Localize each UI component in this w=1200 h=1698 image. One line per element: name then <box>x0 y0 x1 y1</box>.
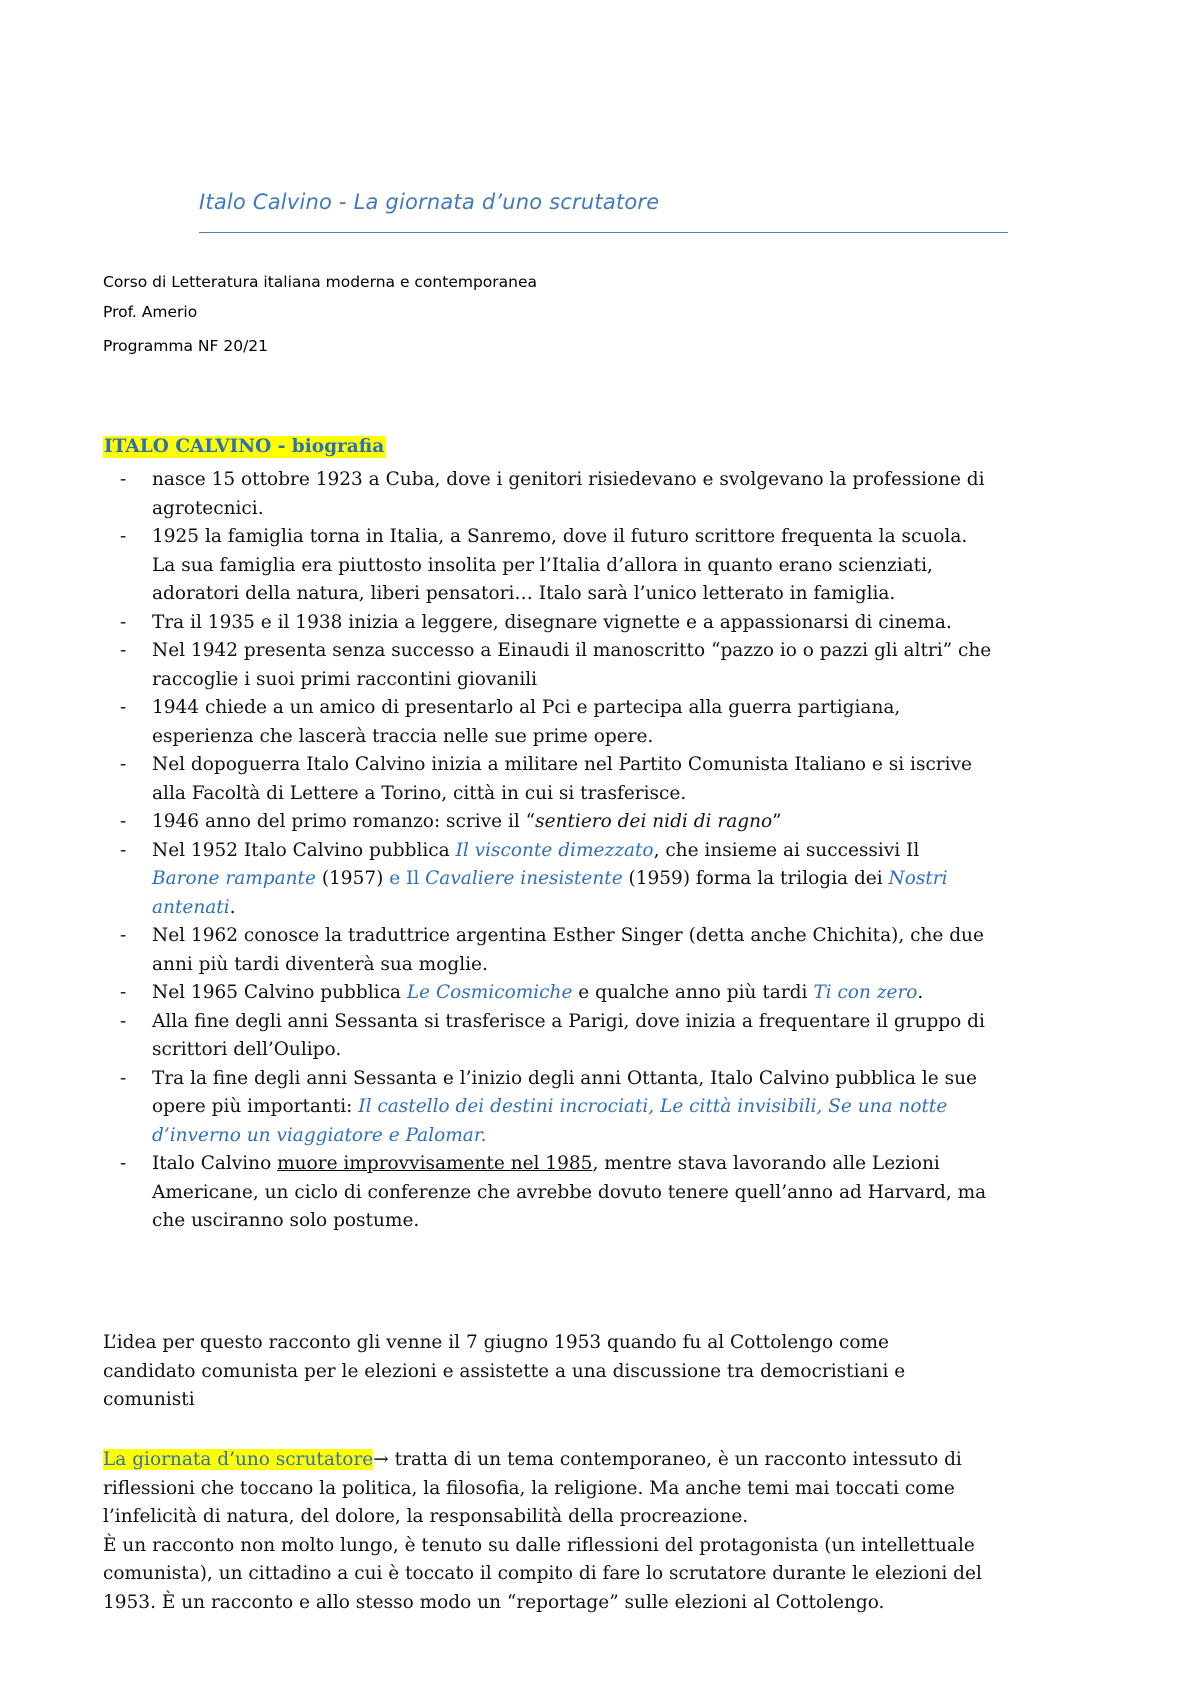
para-line: 1953. È un racconto e allo stesso modo un “reportage” sulle elezioni al Cottolengo. <box>103 1591 885 1613</box>
text-span: ” <box>772 811 782 832</box>
text-span: opere più importanti: <box>152 1096 359 1117</box>
book-title: antenati <box>152 896 230 918</box>
bullet-dash: - <box>120 469 127 490</box>
para-line: candidato comunista per le elezioni e assistette a una discussione tra democristiani e <box>103 1360 906 1382</box>
bullet-dash: - <box>120 640 127 661</box>
book-title: Nostri <box>888 868 948 889</box>
para-line: comunista), un cittadino a cui è toccato il compito di fare lo scrutatore durante le elezioni del <box>103 1563 982 1584</box>
underlined-text: muore improvvisamente nel 1985 <box>277 1153 593 1174</box>
text-span: Italo Calvino <box>152 1153 278 1174</box>
book-title: Cavaliere inesistente <box>425 868 623 889</box>
text-span: (1959) forma la trilogia dei <box>622 868 889 889</box>
bio-line: Americane, un ciclo di conferenze che avrebbe dovuto tenere quell’anno ad Harvard, ma <box>152 1181 987 1203</box>
bio-line: Nel 1962 conosce la traduttrice argentina Esther Singer (detta anche Chichita), che due <box>152 925 984 946</box>
para-line: l’infelicità di natura, del dolore, la responsabilità della procreazione. <box>103 1506 749 1527</box>
highlighted-title: La giornata d’uno scrutatore <box>103 1449 374 1470</box>
bio-line <box>152 979 1103 1008</box>
bio-item-1965 <box>103 979 1103 1008</box>
bio-item-1925 <box>103 523 1103 609</box>
course-name: Corso di Letteratura italiana moderna e contemporanea <box>103 273 537 291</box>
biography-list <box>103 466 1103 1236</box>
bullet-dash: - <box>120 611 127 633</box>
document-title: Italo Calvino - La giornata d’uno scrutatore <box>199 190 660 214</box>
text-span: Nel 1965 Calvino pubblica <box>152 982 407 1003</box>
bullet-dash: - <box>120 1010 127 1032</box>
book-title: Barone rampante <box>152 868 316 889</box>
bio-line <box>152 894 1103 923</box>
bio-line: Tra il 1935 e il 1938 inizia a leggere, disegnare vignette e a appassionarsi di cinema. <box>152 611 952 633</box>
bio-line: adoratori della natura, liberi pensatori… Italo sarà l’unico letterato in famiglia. <box>152 583 896 604</box>
para-line: comunisti <box>103 1389 195 1410</box>
bio-line: alla Facoltà di Lettere a Torino, città in cui si trasferisce. <box>152 782 687 804</box>
bio-line: raccoglie i suoi primi raccontini giovanili <box>152 668 538 690</box>
para-line <box>103 1446 1103 1475</box>
book-title: Ti con zero <box>813 982 918 1003</box>
bio-item-dopoguerra <box>103 751 1103 808</box>
bio-line: che usciranno solo postume. <box>152 1210 420 1231</box>
bio-item-1946 <box>103 808 1103 837</box>
book-title: Il visconte dimezzato <box>455 839 654 861</box>
para-line: L’idea per questo racconto gli venne il 7 giugno 1953 quando fu al Cottolengo come <box>103 1332 889 1353</box>
bullet-dash: - <box>120 982 127 1003</box>
book-title: d’inverno un viaggiatore e Palomar. <box>152 1124 487 1146</box>
title-underline <box>199 232 1008 233</box>
bullet-dash: - <box>120 1067 127 1089</box>
bullet-dash: - <box>120 839 127 861</box>
bio-line: esperienza che lascerà traccia nelle sue prime opere. <box>152 725 654 747</box>
book-title: Il castello dei destini incrociati, Le città invisibili, Se una notte <box>358 1096 948 1117</box>
bio-line: agrotecnici. <box>152 497 264 519</box>
bio-line <box>152 865 1103 894</box>
book-title: sentiero dei nidi di ragno <box>535 811 773 832</box>
text-span: Nel 1952 Italo Calvino pubblica <box>152 839 456 861</box>
biography-heading: ITALO CALVINO - biografia <box>104 436 385 457</box>
professor-name: Prof. Amerio <box>103 303 198 321</box>
bio-item-1935 <box>103 609 1103 638</box>
bio-item-morte <box>103 1150 1103 1236</box>
bio-line: Tra la fine degli anni Sessanta e l’inizio degli anni Ottanta, Italo Calvino pubblica le sue <box>152 1067 977 1089</box>
bio-line: scrittori dell’Oulipo. <box>152 1039 342 1060</box>
program-name: Programma NF 20/21 <box>103 337 269 355</box>
text-span: , che insieme ai successivi Il <box>653 839 920 861</box>
bio-line: La sua famiglia era piuttosto insolita per l’Italia d’allora in quanto erano scienziati, <box>152 554 933 576</box>
bullet-dash: - <box>120 1153 127 1174</box>
giornata-paragraph <box>103 1446 1103 1617</box>
bio-line: anni più tardi diventerà sua moglie. <box>152 953 488 975</box>
bullet-dash: - <box>120 754 127 775</box>
text-span: tratta di un tema contemporaneo, è un racconto intessuto di <box>388 1449 962 1470</box>
text-span: e Il <box>389 868 426 889</box>
bio-line <box>152 1150 1103 1179</box>
bio-item-1942 <box>103 637 1103 694</box>
text-span: e qualche anno più tardi <box>572 982 814 1003</box>
bio-line <box>152 837 1103 866</box>
bio-item-parigi <box>103 1008 1103 1065</box>
bio-line: Alla fine degli anni Sessanta si trasferisce a Parigi, dove inizia a frequentare il gruppo di <box>152 1010 985 1032</box>
bio-line: Nel dopoguerra Italo Calvino inizia a militare nel Partito Comunista Italiano e si iscrive <box>152 754 972 775</box>
text-span: . <box>917 982 924 1003</box>
bullet-dash: - <box>120 811 127 832</box>
text-span: , mentre stava lavorando alle Lezioni <box>592 1153 940 1174</box>
text-span: . <box>229 896 236 918</box>
bullet-dash: - <box>120 697 127 718</box>
idea-paragraph <box>103 1329 1103 1415</box>
bio-line: 1925 la famiglia torna in Italia, a Sanremo, dove il futuro scrittore frequenta la scuola. <box>152 526 968 547</box>
bio-item-1962 <box>103 922 1103 979</box>
bio-item-1952 <box>103 837 1103 923</box>
bullet-dash: - <box>120 925 127 946</box>
text-span: 1946 anno del primo romanzo: scrive il “ <box>152 811 536 832</box>
arrow-icon: → <box>373 1449 389 1470</box>
bio-line: nasce 15 ottobre 1923 a Cuba, dove i genitori risiedevano e svolgevano la professione di <box>152 469 985 490</box>
bio-line <box>152 1122 1103 1151</box>
book-title: Le Cosmicomiche <box>406 982 573 1003</box>
text-span: (1957) <box>315 868 390 889</box>
bio-item-birth <box>103 466 1103 523</box>
bio-item-1944 <box>103 694 1103 751</box>
para-line: È un racconto non molto lungo, è tenuto su dalle riflessioni del protagonista (un intellettuale <box>103 1534 975 1556</box>
bio-line: Nel 1942 presenta senza successo a Einaudi il manoscritto “pazzo io o pazzi gli altri” che <box>152 640 992 661</box>
bio-line <box>152 1093 1103 1122</box>
para-line: riflessioni che toccano la politica, la filosofia, la religione. Ma anche temi mai toccati come <box>103 1477 955 1499</box>
bio-item-opere <box>103 1065 1103 1151</box>
bullet-dash: - <box>120 526 127 547</box>
bio-line: 1944 chiede a un amico di presentarlo al Pci e partecipa alla guerra partigiana, <box>152 697 901 718</box>
bio-line <box>152 808 1103 837</box>
